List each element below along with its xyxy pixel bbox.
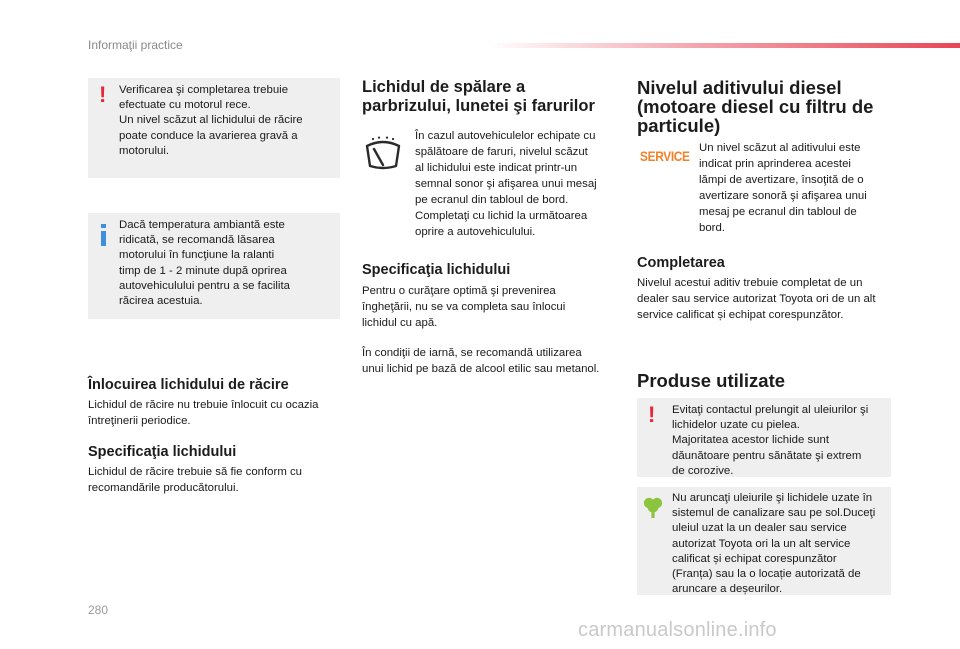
text-line: uleiul uzat la un dealer sau service xyxy=(672,522,847,535)
text-line: dăunătoare pentru sănătate şi extrem xyxy=(672,449,862,462)
text-line: îngheţării, nu se va completa sau înlocui xyxy=(362,301,566,313)
text-line: răcirea acestuia. xyxy=(119,295,203,308)
text-line: Evitaţi contactul prelungit al uleiurilor şi xyxy=(672,404,869,416)
paragraph-diesel-intro xyxy=(699,140,899,236)
paragraph-washer-intro xyxy=(415,128,625,240)
text-line: poate conduce la avarierea gravă a xyxy=(119,129,298,142)
eco-box-disposal xyxy=(637,487,891,595)
info-icon xyxy=(101,224,106,246)
watermark-text: carmanualsonline.info xyxy=(578,619,777,641)
service-warning-lamp-icon: SERVICE xyxy=(640,148,690,164)
header-accent-bar xyxy=(488,43,960,48)
text-line: Nu aruncaţi uleiurile şi lichidele uzate în xyxy=(672,492,873,504)
text-line: lichidelor uzate cu pielea. xyxy=(672,419,800,432)
text-line: oprire a autovehiculului. xyxy=(415,226,536,238)
text-line: Dacă temperatura ambiantă este xyxy=(119,219,285,231)
text-line: În cazul autovehiculelor echipate cu xyxy=(415,130,596,142)
warning-box-coolant xyxy=(88,78,340,178)
page-number: 280 xyxy=(88,603,109,617)
text-line: recomandările producătorului. xyxy=(88,482,239,494)
paragraph-coolant-spec xyxy=(88,464,343,496)
text-line: Pentru o curăţare optimă şi prevenirea xyxy=(362,285,556,297)
text-line: Un nivel scăzut al lichidului de răcire xyxy=(119,114,303,127)
paragraph-washer-winter xyxy=(362,345,627,377)
text-line: sistemul de canalizare sau pe sol.Duceţi xyxy=(672,507,876,520)
heading-coolant-spec: Specificaţia lichidului xyxy=(88,444,237,460)
text-line: indicat prin aprinderea acestei xyxy=(699,158,851,170)
tree-eco-icon xyxy=(643,496,663,518)
warning-icon: ! xyxy=(648,402,656,427)
text-line: motorului în funcţiune la ralanti xyxy=(119,249,275,262)
text-line: timp de 1 - 2 minute după oprirea xyxy=(119,264,287,277)
heading-washer-fluid xyxy=(362,78,622,116)
eco-box-text xyxy=(672,491,888,597)
heading-coolant-replacement: Înlocuirea lichidului de răcire xyxy=(88,377,289,393)
heading-line: (motoare diesel cu filtru de xyxy=(637,96,874,117)
text-line: spălătoare de faruri, nivelul scăzut xyxy=(415,146,588,158)
warning-box-skin-contact xyxy=(637,398,891,477)
heading-line: Nivelul aditivului diesel xyxy=(637,77,842,98)
text-line: autovehiculului pentru a se facilita xyxy=(119,279,290,292)
text-line: ridicată, se recomandă lăsarea xyxy=(119,234,275,247)
paragraph-refill xyxy=(637,275,902,323)
text-line: întreţinerii periodice. xyxy=(88,415,191,427)
text-line: Completaţi cu lichid la următoarea xyxy=(415,210,588,222)
text-line: dealer sau service autorizat Toyota ori de un alt xyxy=(637,293,876,305)
text-line: Lichidul de răcire trebuie să fie conform cu xyxy=(88,466,302,478)
text-line: În condiţii de iarnă, se recomandă utilizarea xyxy=(362,347,582,359)
info-box-temperature xyxy=(88,213,340,319)
text-line: service calificat și echipat corespunzător. xyxy=(637,309,844,321)
text-line: (Franța) sau la o locație autorizată de xyxy=(672,568,861,581)
text-line: calificat și echipat corespunzător xyxy=(672,552,837,565)
text-line: autorizat Toyota ori la un alt service xyxy=(672,537,851,550)
paragraph-washer-spec xyxy=(362,283,624,331)
heading-refill: Completarea xyxy=(637,255,725,271)
text-line: semnal sonor şi afişarea unui mesaj xyxy=(415,178,597,190)
text-line: lămpi de avertizare, însoţită de o xyxy=(699,174,864,186)
text-line: lichidul cu apă. xyxy=(362,317,438,329)
text-line: Lichidul de răcire nu trebuie înlocuit cu ocazia xyxy=(88,399,319,411)
heading-diesel-additive xyxy=(637,78,897,135)
windshield-washer-icon xyxy=(363,136,403,172)
info-box-text xyxy=(119,218,337,309)
text-line: motorului. xyxy=(119,144,170,157)
text-line: avertizare sonoră şi afişarea unui xyxy=(699,190,867,202)
text-line: mesaj pe ecranul din tabloul de xyxy=(699,206,857,218)
text-line: Majoritatea acestor lichide sunt xyxy=(672,434,830,447)
warning-box-text xyxy=(672,403,888,479)
text-line: al lichidului este indicat printr-un xyxy=(415,162,578,174)
heading-line: particule) xyxy=(637,115,721,136)
heading-products-used: Produse utilizate xyxy=(637,370,786,391)
text-line: efectuate cu motorul rece. xyxy=(119,99,251,112)
text-line: Nivelul acestui aditiv trebuie completat de un xyxy=(637,277,863,289)
text-line: unui lichid pe bază de alcool etilic sau metanol. xyxy=(362,363,600,375)
text-line: aruncare a deșeurilor. xyxy=(672,583,783,596)
heading-line: Lichidul de spălare a xyxy=(362,78,526,96)
text-line: Un nivel scăzut al aditivului este xyxy=(699,142,861,154)
warning-icon: ! xyxy=(99,82,107,107)
heading-washer-spec: Specificaţia lichidului xyxy=(362,262,511,278)
text-line: pe ecranul din tabloul de bord. xyxy=(415,194,569,206)
text-line: bord. xyxy=(699,222,725,234)
heading-line: parbrizului, lunetei şi farurilor xyxy=(362,97,595,115)
text-line: Verificarea şi completarea trebuie xyxy=(119,84,289,96)
header-section-title: Informaţii practice xyxy=(88,38,183,52)
warning-box-text xyxy=(119,83,337,159)
text-line: de corozive. xyxy=(672,464,734,477)
paragraph-coolant-replacement xyxy=(88,397,343,429)
